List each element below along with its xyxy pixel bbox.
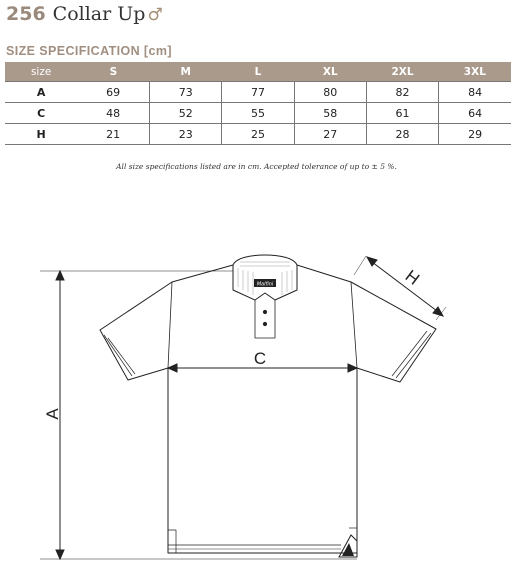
tolerance-note: All size specifications listed are in cm. Accepted tolerance of up to ± 5 %.: [116, 162, 397, 171]
table-cell: 55: [222, 103, 294, 124]
table-cell: 48: [77, 103, 149, 124]
row-label: C: [5, 103, 77, 124]
row-label: A: [5, 82, 77, 103]
dimension-h: [354, 256, 446, 320]
shirt-body-outline: [168, 368, 357, 553]
table-cell: 77: [222, 82, 294, 103]
label-c: C: [253, 349, 267, 368]
header-m: M: [150, 62, 222, 82]
header-2xl: 2XL: [366, 62, 438, 82]
table-cell: 52: [150, 103, 222, 124]
header-size: size: [5, 62, 77, 82]
table-cell: 25: [222, 124, 294, 145]
header-l: L: [222, 62, 294, 82]
header-3xl: 3XL: [439, 62, 511, 82]
label-a: A: [43, 408, 62, 420]
table-cell: 73: [150, 82, 222, 103]
button-icon: [263, 322, 266, 325]
left-sleeve-outline: [100, 265, 233, 380]
product-code: 256: [6, 3, 46, 25]
table-cell: 58: [294, 103, 366, 124]
size-specification-title: SIZE SPECIFICATION [cm]: [6, 44, 172, 58]
table-cell: 80: [294, 82, 366, 103]
dimension-a: [40, 271, 357, 559]
row-label: H: [5, 124, 77, 145]
button-icon: [263, 310, 266, 313]
table-cell: 61: [366, 103, 438, 124]
header-xl: XL: [294, 62, 366, 82]
header-s: S: [77, 62, 149, 82]
table-cell: 64: [439, 103, 511, 124]
table-cell: 23: [150, 124, 222, 145]
table-cell: 82: [366, 82, 438, 103]
table-cell: 29: [439, 124, 511, 145]
table-cell: 27: [294, 124, 366, 145]
male-gender-icon: ♂: [147, 5, 163, 25]
brand-logo-icon: [339, 535, 357, 557]
product-name: Collar Up: [52, 3, 146, 25]
collar-tag-text: Malfini: [256, 281, 274, 288]
table-cell: 21: [77, 124, 149, 145]
placket-outline: [255, 300, 275, 338]
table-cell: 69: [77, 82, 149, 103]
table-cell: 28: [366, 124, 438, 145]
label-h: H: [401, 266, 423, 289]
table-cell: 84: [439, 82, 511, 103]
